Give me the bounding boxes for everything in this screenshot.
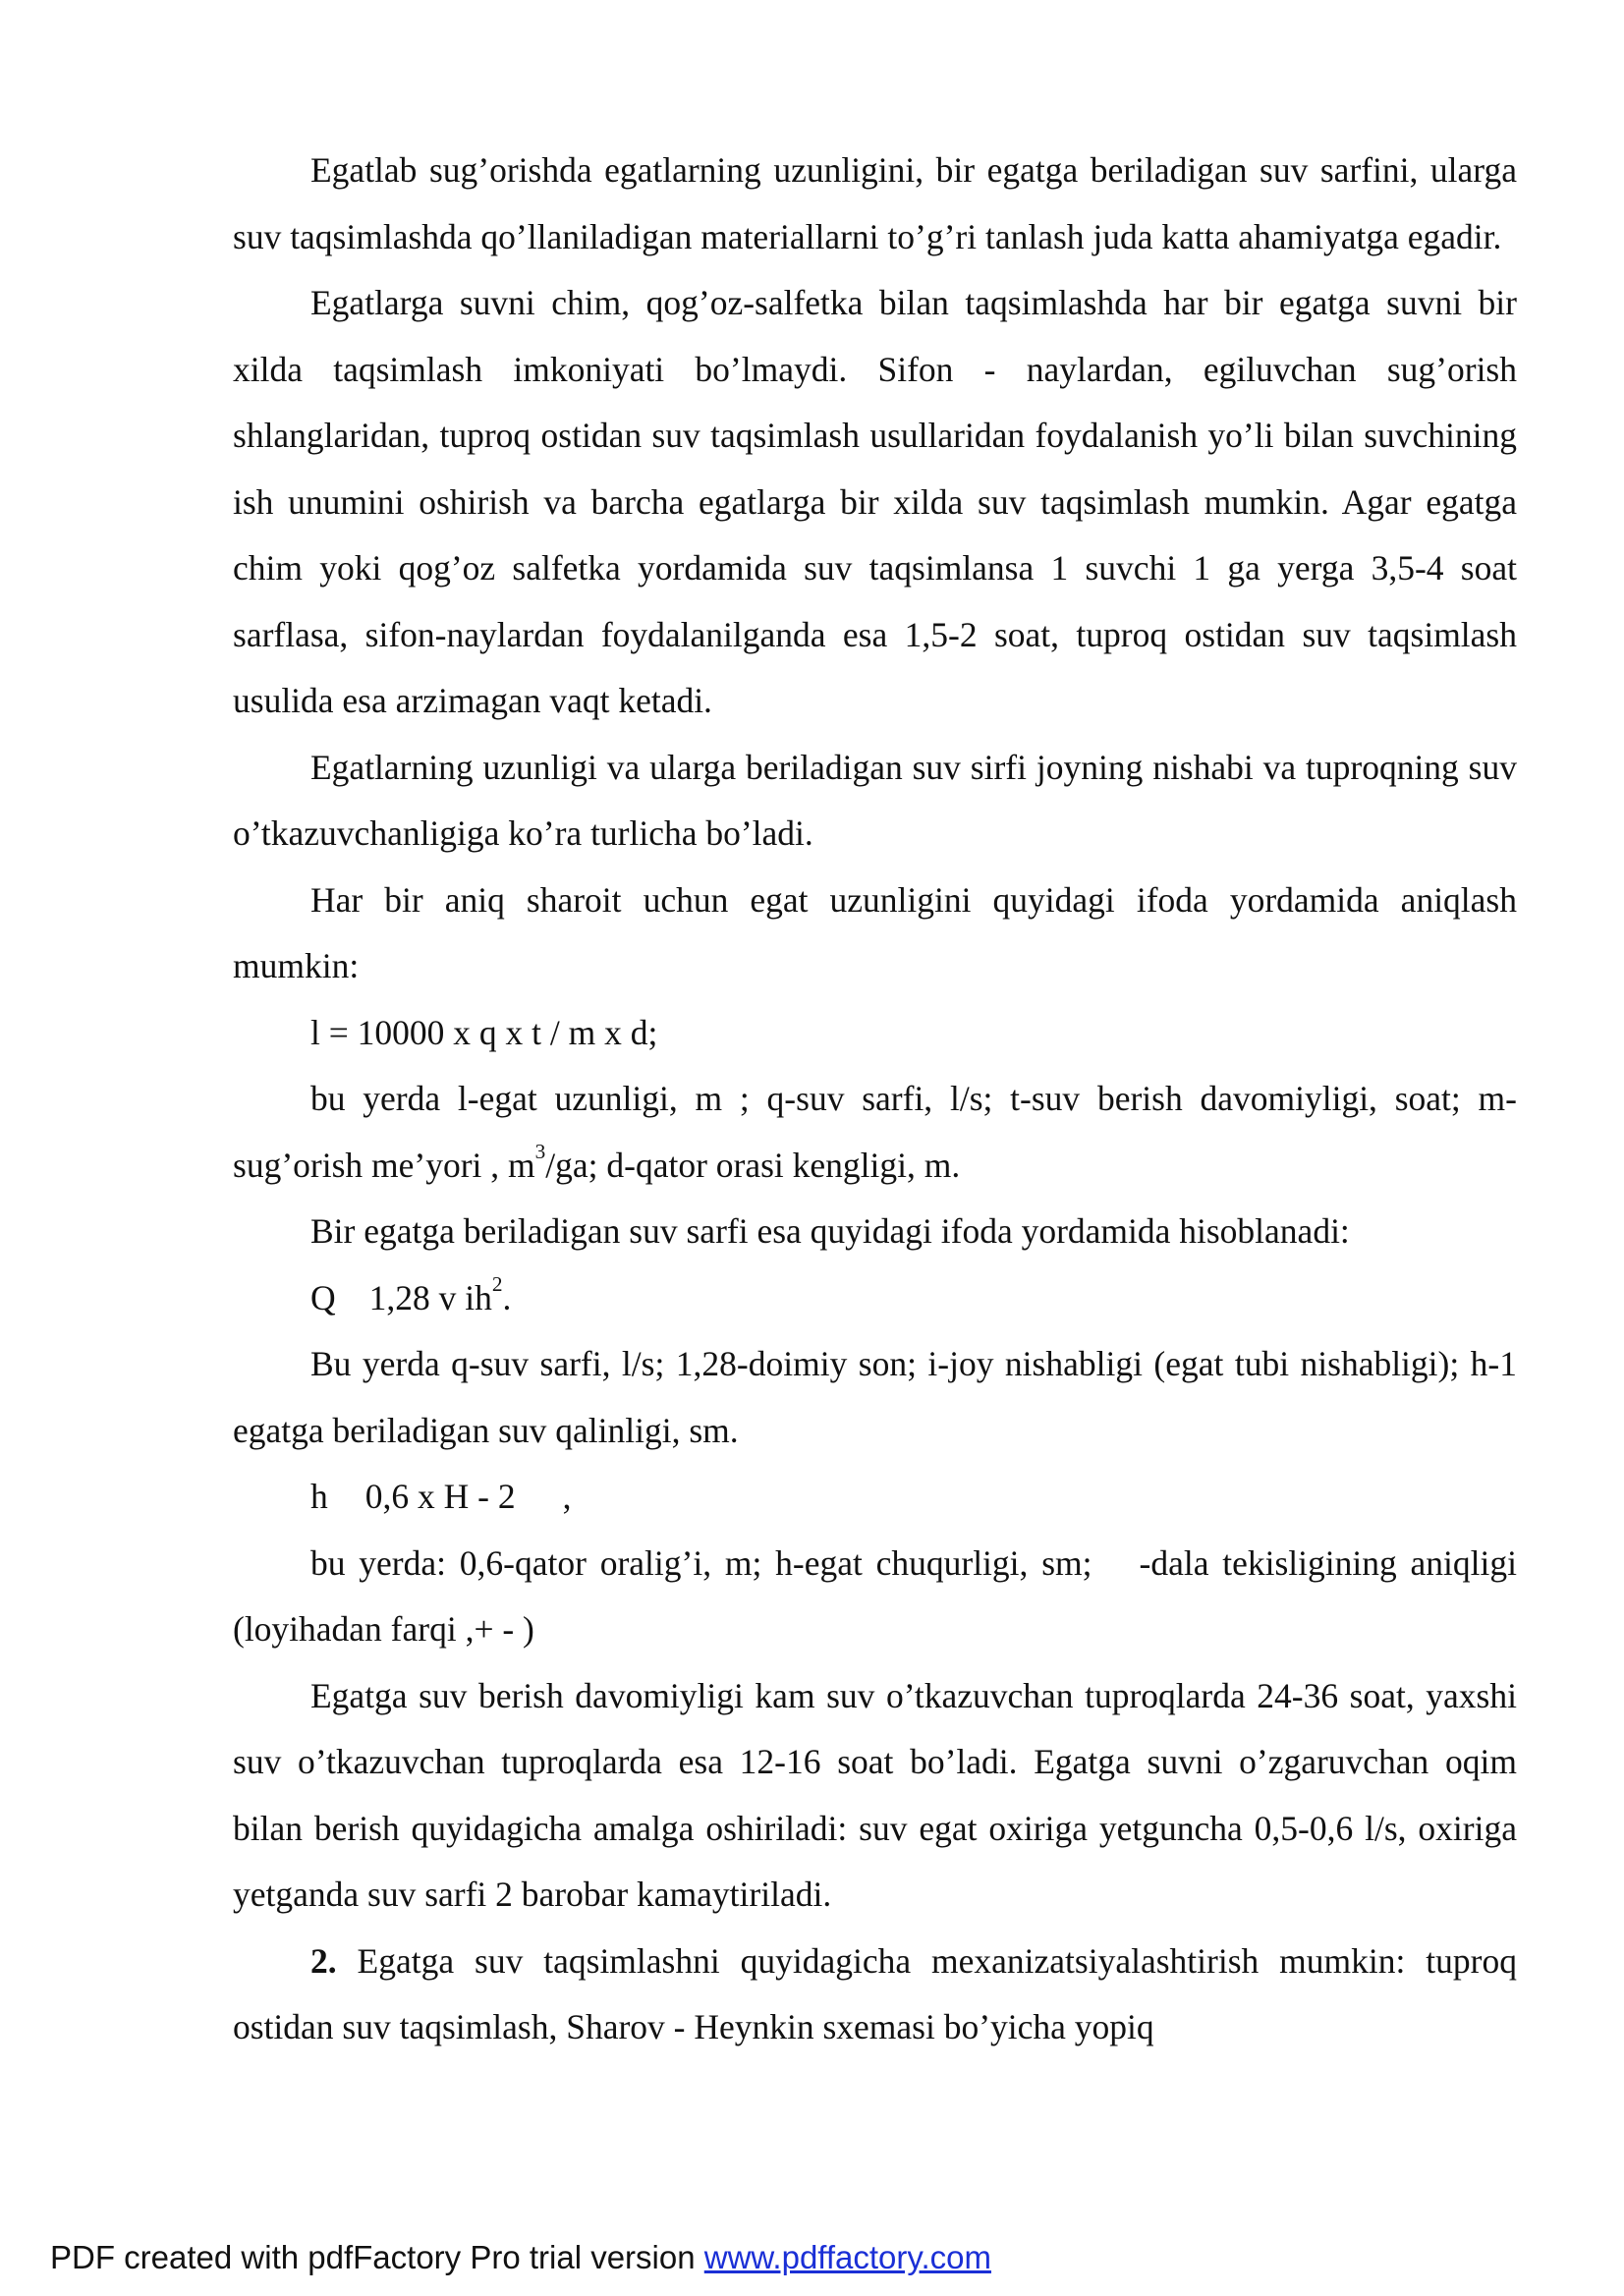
formula-flow-symbol: Q [310,1277,336,1317]
paragraph-furrow-length: Egatlab sug’orishda egatlarning uzunligini, bir egatga beriladigan suv sarfini, ularga suv taqsimlashda qo’llaniladigan materiallarni to’g’ri tanlash juda katta ahamiyatga egadir. [233,150,1517,256]
item-number: 2. [310,1940,337,1981]
paragraph-length-intro: Har bir aniq sharoit uchun egat uzunligini quyidagi ifoda yordamida aniqlash mumkin: [233,879,1517,985]
length-explanation-text: bu yerda l-egat uzunligi, m ; q-suv sarfi, l/s; t-suv berish davomiyligi, soat; m-sug’orish me’yori , m [233,1079,1517,1185]
paragraph-flow-intro: Bir egatga beriladigan suv sarfi esa quyidagi ifoda yordamida hisoblanadi: [310,1211,1350,1251]
paragraph-duration: Egatga suv berish davomiyligi kam suv o’tkazuvchan tuproqlarda 24-36 soat, yaxshi suv o’tkazuvchan tuproqlarda esa 12-16 soat bo’ladi. Egatga suvni o’zgaruvchan oqim bilan berish quyidagicha amalga oshiriladi: suv egat oxiriga yetguncha 0,5-0,6 l/s, oxiriga yetganda suv sarfi 2 barobar kamaytiriladi. [233,1675,1517,1914]
paragraph-flow-explanation: Bu yerda q-suv sarfi, l/s; 1,28-doimiy son; i-joy nishabligi (egat tubi nishabligi); h-1 egatga beriladigan suv qalinligi, sm. [233,1344,1517,1450]
paragraph-furrow-flow: Egatlarning uzunligi va ularga beriladigan suv sirfi joyning nishabi va tuproqning suv o’tkazuvchanligiga ko’ra turlicha bo’ladi. [233,747,1517,853]
formula-flow-rate [233,1265,1517,1332]
page-body [233,138,1517,2061]
paragraph-length-explanation [233,1066,1517,1199]
formula-flow-expression: 1,28 v ih [368,1277,492,1317]
paragraph-distribution-methods: Egatlarga suvni chim, qog’oz-salfetka bilan taqsimlashda har bir egatga suvni bir xilda taqsimlash imkoniyati bo’lmaydi. Sifon - naylardan, egiluvchan sug’orish shlanglaridan, tuproq ostidan suv taqsimlash usullaridan foydalanish yo’li bilan suvchining ish unumini oshirish va barcha egatlarga bir xilda suv taqsimlash mumkin. Agar egatga chim yoki qog’oz salfetka yordamida suv taqsimlansa 1 suvchi 1 ga yerga 3,5-4 soat sarflasa, sifon-naylardan foydalanilganda esa 1,5-2 soat, tuproq ostidan suv taqsimlash usulida esa arzimagan vaqt ketadi. [233,283,1517,720]
item-text: Egatga suv taqsimlashni quyidagicha mexanizatsiyalashtirish mumkin: tuproq ostidan suv taqsimlash, Sharov - Heynkin sxemasi bo’yicha yopiq [233,1940,1517,2046]
formula-h-end: , [562,1477,572,1516]
footer-link[interactable]: www.pdffactory.com [703,2239,991,2275]
paragraph-mechanization [233,1929,1517,2061]
formula-furrow-length: l = 10000 x q x t / m x d; [310,1012,658,1052]
formula-h-expression: 0,6 x H - 2 [364,1477,516,1516]
square-superscript: 2 [491,1271,503,1296]
formula-water-depth [233,1464,1517,1531]
paragraph-h-explanation [233,1531,1517,1663]
formula-h-symbol: h [310,1477,328,1516]
footer-text: PDF created with pdfFactory Pro trial version [50,2239,704,2275]
h-explanation-text: bu yerda: 0,6-qator oralig’i, m; h-egat chuqurligi, sm; [310,1542,1092,1583]
cubic-superscript: 3 [534,1139,546,1163]
formula-flow-end: . [502,1277,512,1317]
h-explanation-tail: -dala tekisligining aniqligi (loyihadan farqi ,+ - ) [233,1542,1517,1649]
length-explanation-tail: /ga; d-qator orasi kengligi, m. [545,1145,961,1185]
pdf-footer [50,2238,991,2277]
